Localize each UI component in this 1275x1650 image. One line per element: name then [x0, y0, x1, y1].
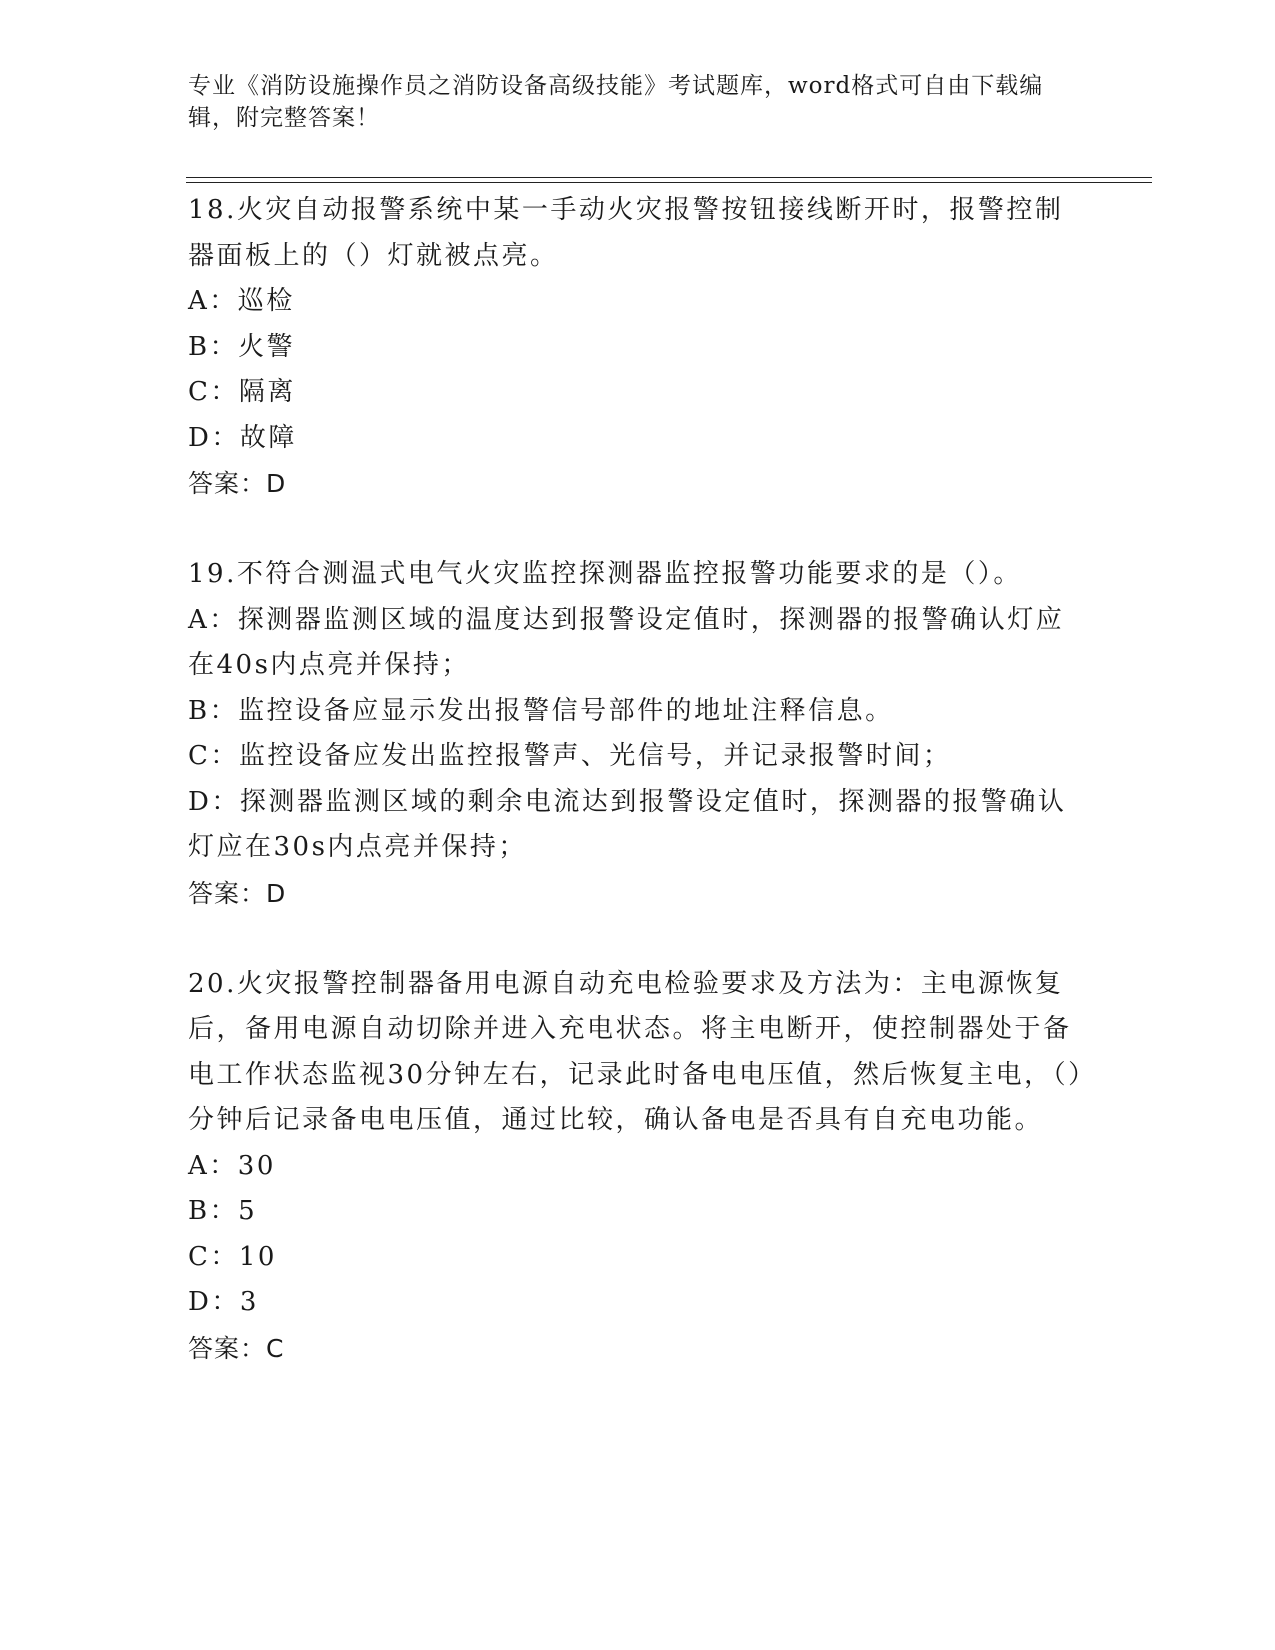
- question-text: 20.火灾报警控制器备用电源自动充电检验要求及方法为：主电源恢复后，备用电源自动切除并进入充电状态。将主电断开，使控制器处于备电工作状态监视30分钟左右，记录此时备电电压值，然后恢复主电，（）分钟后记录备电电压值，通过比较，确认备电是否具有自充电功能。: [188, 968, 1084, 1135]
- option-c: C：隔离: [188, 377, 296, 407]
- option-d: D：探测器监测区域的剩余电流达到报警设定值时，探测器的报警确认灯应在30s内点亮并保持；: [188, 786, 1067, 862]
- question-text: 18.火灾自动报警系统中某一手动火灾报警按钮接线断开时，报警控制器面板上的（）灯就被点亮。: [188, 195, 1064, 271]
- header-rule-top: [186, 177, 1152, 178]
- answer: 答案：D: [188, 469, 287, 498]
- answer: 答案：D: [188, 878, 287, 908]
- option-d: D：3: [188, 1287, 259, 1317]
- option-a: A：探测器监测区域的温度达到报警设定值时，探测器的报警确认灯应在40s内点亮并保持；: [188, 604, 1065, 680]
- option-a: A：巡检: [188, 286, 295, 316]
- document-header: 专业《消防设施操作员之消防设备高级技能》考试题库，word格式可自由下载编辑，附完整答案！: [188, 73, 1044, 131]
- option-b: B：5: [188, 1196, 258, 1226]
- option-b: B：火警: [188, 331, 296, 362]
- option-c: C：监控设备应发出监控报警声、光信号，并记录报警时间；: [188, 741, 952, 771]
- header-rule-bottom: [186, 182, 1152, 183]
- spacer: [188, 916, 1088, 962]
- question-19: [188, 552, 1088, 916]
- answer: 答案：C: [188, 1333, 285, 1363]
- option-c: C：10: [188, 1241, 277, 1272]
- option-d: D：故障: [188, 422, 297, 453]
- question-18: [188, 188, 1088, 507]
- option-a: A：30: [188, 1150, 276, 1181]
- question-text: 19.不符合测温式电气火灾监控探测器监控报警功能要求的是（）。: [188, 559, 1022, 589]
- question-list: [188, 188, 1088, 1371]
- question-20: [188, 962, 1088, 1372]
- spacer: [188, 507, 1088, 553]
- option-b: B：监控设备应显示发出报警信号部件的地址注释信息。: [188, 695, 894, 726]
